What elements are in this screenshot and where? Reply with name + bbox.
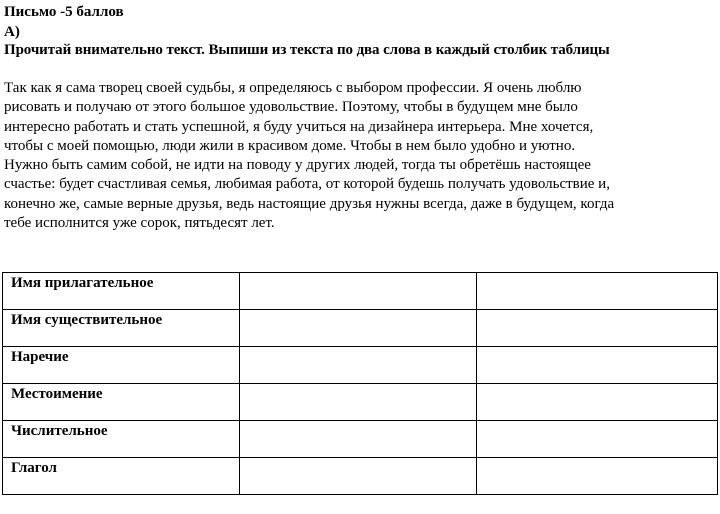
text-line: рисовать и получаю от этого большое удовольствие. Поэтому, чтобы в будущем мне было [4,99,578,115]
table-row [3,458,718,495]
text-line: тебе исполнится уже сорок, пятьдесят лет. [4,215,275,231]
row-label-numeral: Числительное [3,421,240,458]
table-row [3,273,718,310]
answer-cell[interactable] [477,421,718,458]
table-row [3,384,718,421]
task-instruction: Прочитай внимательно текст. Выпиши из текста по два слова в каждый столбик таблицы [4,42,610,58]
table-row [3,421,718,458]
answer-cell[interactable] [477,310,718,347]
parts-of-speech-table [2,272,718,495]
row-label-adjective: Имя прилагательное [3,273,240,310]
answer-cell[interactable] [477,384,718,421]
answer-cell[interactable] [240,384,477,421]
table-row [3,310,718,347]
answer-cell[interactable] [240,273,477,310]
task-heading: Письмо -5 баллов [4,4,124,20]
answer-cell[interactable] [240,458,477,495]
text-line: конечно же, самые верные друзья, ведь настоящие друзья нужны всегда, даже в будущем, когда [4,196,615,212]
text-line: чтобы с моей помощью, люди жили в красивом доме. Чтобы в нем было удобно и уютно. [4,138,576,154]
row-label-noun: Имя существительное [3,310,240,347]
row-label-pronoun: Местоимение [3,384,240,421]
text-line: счастье: будет счастливая семья, любимая работа, от которой будешь получать удовольствие и, [4,176,610,192]
answer-cell[interactable] [240,421,477,458]
text-line: Нужно быть самим собой, не идти на поводу у других людей, тогда ты обретёшь настоящее [4,157,591,173]
answer-cell[interactable] [477,458,718,495]
task-letter: А) [4,24,20,40]
text-line: Так как я сама творец своей судьбы, я определяюсь с выбором профессии. Я очень люблю [4,80,582,96]
answer-cell[interactable] [477,273,718,310]
answer-cell[interactable] [240,310,477,347]
answer-cell[interactable] [477,347,718,384]
answer-cell[interactable] [240,347,477,384]
row-label-verb: Глагол [3,458,240,495]
row-label-adverb: Наречие [3,347,240,384]
text-line: интересно работать и стать успешной, я буду учиться на дизайнера интерьера. Мне хочется, [4,119,594,135]
table-row [3,347,718,384]
